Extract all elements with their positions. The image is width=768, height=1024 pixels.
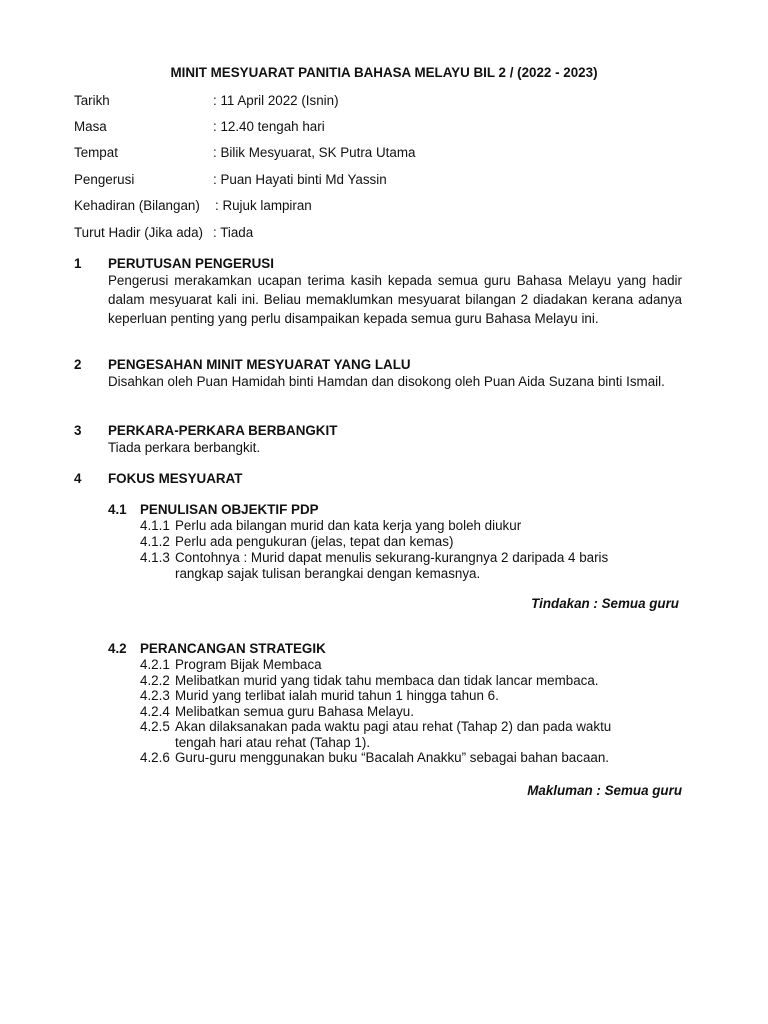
section-number: 4 — [74, 471, 82, 486]
info-label: Pengerusi — [74, 172, 135, 187]
item-text: Murid yang terlibat ialah murid tahun 1 hingga tahun 6. — [175, 688, 499, 703]
item-number: 4.1.3 — [140, 550, 170, 565]
subsection-number: 4.2 — [108, 641, 127, 656]
action-note: Tindakan : Semua guru — [531, 596, 679, 611]
list-item — [140, 750, 609, 766]
section-body: Pengerusi merakamkan ucapan terima kasih kepada semua guru Bahasa Melayu yang hadir dalam mesyuarat kali ini. Beliau memaklumkan mesyuarat bilangan 2 diadakan kerana adanya keperluan penting yang perlu disampaikan kepada semua guru Bahasa Melayu ini. — [108, 273, 682, 326]
item-text: Program Bijak Membaca — [175, 657, 322, 672]
info-value: : 12.40 tengah hari — [213, 119, 325, 134]
list-item — [140, 550, 609, 581]
list-item — [140, 719, 612, 750]
item-number: 4.2.3 — [140, 688, 170, 703]
list-item — [140, 704, 414, 720]
section-body: Tiada perkara berbangkit. — [108, 440, 261, 455]
list-item — [140, 518, 521, 534]
info-label: Turut Hadir (Jika ada) — [74, 225, 203, 240]
item-number: 4.2.2 — [140, 673, 170, 688]
item-number: 4.2.6 — [140, 750, 170, 765]
item-number: 4.2.5 — [140, 719, 170, 734]
item-text: Perlu ada bilangan murid dan kata kerja yang boleh diukur — [175, 518, 522, 533]
info-value: : 11 April 2022 (Isnin) — [213, 93, 339, 108]
item-text: Akan dilaksanakan pada waktu pagi atau rehat (Tahap 2) dan pada waktu — [175, 719, 612, 734]
item-text: Guru-guru menggunakan buku “Bacalah Anakku” sebagai bahan bacaan. — [175, 750, 610, 765]
subsection-heading — [108, 641, 326, 656]
info-label: Kehadiran (Bilangan) — [74, 198, 200, 213]
section-number: 1 — [74, 256, 82, 271]
list-item — [140, 657, 322, 673]
item-text: Contohnya : Murid dapat menulis sekurang-kurangnya 2 daripada 4 baris — [175, 550, 609, 565]
subsection-title: PERANCANGAN STRATEGIK — [140, 641, 326, 656]
item-text: Perlu ada pengukuran (jelas, tepat dan kemas) — [175, 534, 454, 549]
list-item — [140, 688, 499, 704]
item-text: Melibatkan semua guru Bahasa Melayu. — [175, 704, 414, 719]
list-item — [140, 673, 599, 689]
document-title: MINIT MESYUARAT PANITIA BAHASA MELAYU BIL 2 / (2022 - 2023) — [170, 65, 598, 80]
info-value: : Rujuk lampiran — [215, 198, 312, 213]
item-number: 4.2.1 — [140, 657, 170, 672]
item-number: 4.1.1 — [140, 518, 170, 533]
item-text-continued: rangkap sajak tulisan berangkai dengan kemasnya. — [175, 566, 481, 581]
list-item — [140, 534, 453, 550]
info-label: Masa — [74, 119, 107, 134]
item-text: Melibatkan murid yang tidak tahu membaca dan tidak lancar membaca. — [175, 673, 599, 688]
info-label: Tempat — [74, 145, 118, 160]
action-note: Makluman : Semua guru — [527, 783, 682, 798]
section-heading: FOKUS MESYUARAT — [108, 471, 243, 486]
section-body: Disahkan oleh Puan Hamidah binti Hamdan dan disokong oleh Puan Aida Suzana binti Ismail. — [108, 374, 665, 389]
info-label: Tarikh — [74, 93, 110, 108]
item-text-continued: tengah hari atau rehat (Tahap 1). — [175, 735, 371, 750]
info-value: : Puan Hayati binti Md Yassin — [213, 172, 387, 187]
item-number: 4.1.2 — [140, 534, 170, 549]
section-heading: PENGESAHAN MINIT MESYUARAT YANG LALU — [108, 357, 411, 372]
section-heading: PERKARA-PERKARA BERBANGKIT — [108, 423, 338, 438]
subsection-heading — [108, 502, 319, 517]
section-number: 3 — [74, 423, 82, 438]
item-number: 4.2.4 — [140, 704, 170, 719]
subsection-title: PENULISAN OBJEKTIF PDP — [140, 502, 319, 517]
info-value: : Tiada — [213, 225, 254, 240]
section-heading: PERUTUSAN PENGERUSI — [108, 256, 274, 271]
subsection-number: 4.1 — [108, 502, 127, 517]
section-number: 2 — [74, 357, 82, 372]
info-value: : Bilik Mesyuarat, SK Putra Utama — [213, 145, 416, 160]
